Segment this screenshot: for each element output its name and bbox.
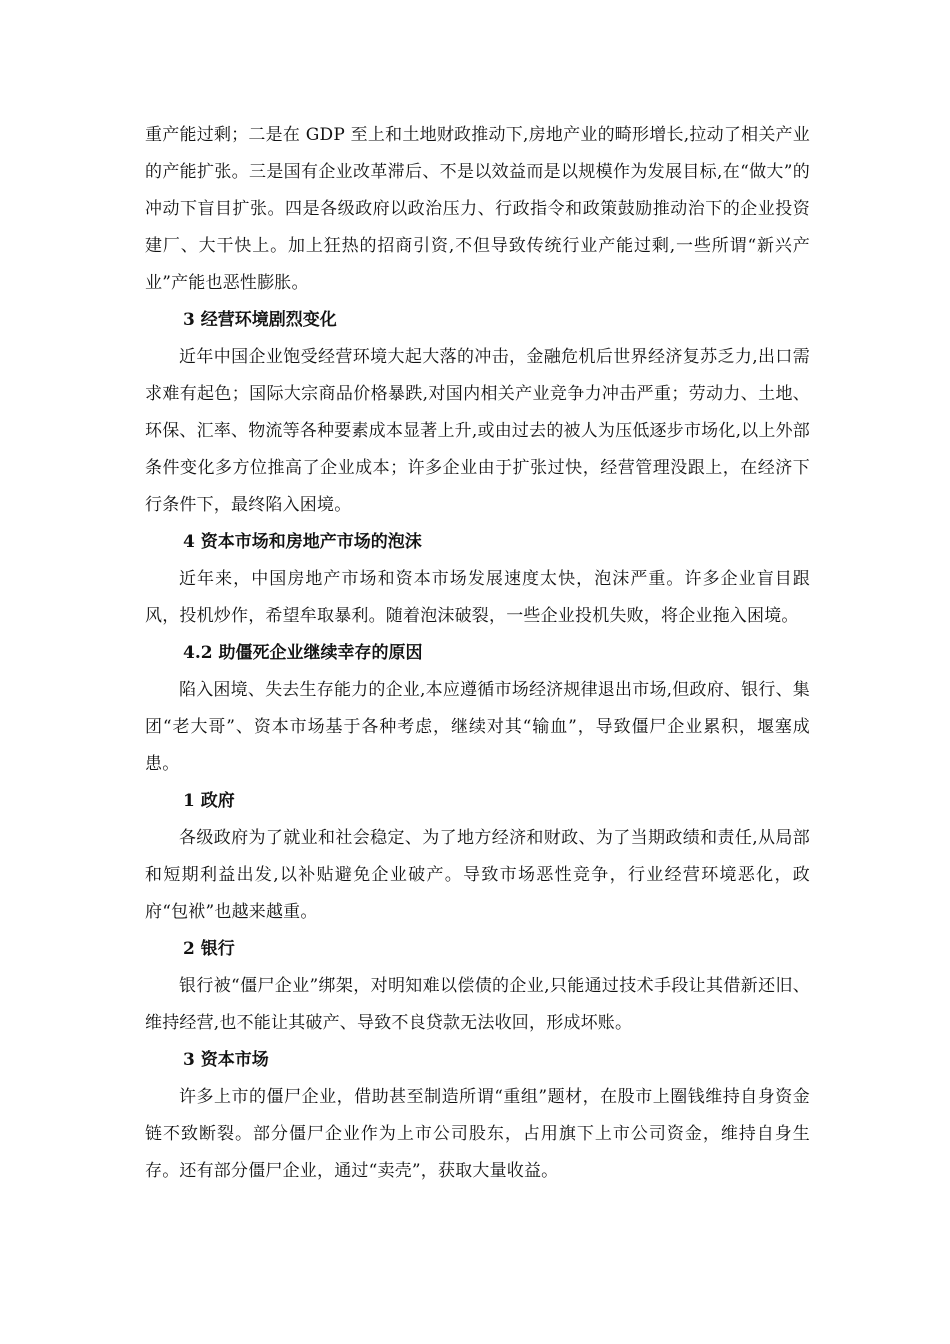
- paragraph-capital-market: 许多上市的僵尸企业，借助甚至制造所谓“重组”题材，在股市上圈钱维持自身资金链不致断裂。部分僵尸企业作为上市公司股东，占用旗下上市公司资金，维持自身生存。还有部分僵尸企业，通过“卖壳”，获取大量收益。: [145, 1087, 810, 1181]
- paragraph-market-bubble: 近年来，中国房地产市场和资本市场发展速度太快，泡沫严重。许多企业盲目跟风，投机炒作，希望牟取暴利。随着泡沫破裂，一些企业投机失败，将企业拖入困境。: [145, 569, 810, 626]
- section-heading-business-environment: 3 经营环境剧烈变化: [183, 310, 337, 330]
- document-page: [145, 117, 810, 1190]
- section-heading-capital-market: 3 资本市场: [183, 1050, 269, 1070]
- paragraph-survival-reasons: 陷入困境、失去生存能力的企业,本应遵循市场经济规律退出市场,但政府、银行、集团“老大哥”、资本市场基于各种考虑，继续对其“输血”，导致僵尸企业累积，堰塞成患。: [145, 680, 810, 774]
- section-heading-survival-reasons: 4.2 助僵死企业继续幸存的原因: [183, 643, 423, 663]
- section-heading-market-bubble: 4 资本市场和房地产市场的泡沫: [183, 532, 422, 552]
- section-heading-government: 1 政府: [183, 791, 235, 811]
- section-heading-banks: 2 银行: [183, 939, 235, 959]
- paragraph-continued: 重产能过剩；二是在 GDP 至上和土地财政推动下,房地产业的畸形增长,拉动了相关产业的产能扩张。三是国有企业改革滞后、不是以效益而是以规模作为发展目标,在“做大”的冲动下盲目扩张。四是各级政府以政治压力、行政指令和政策鼓励推动治下的企业投资建厂、大干快上。加上狂热的招商引资,不但导致传统行业产能过剩,一些所谓“新兴产业”产能也恶性膨胀。: [145, 125, 810, 293]
- paragraph-banks: 银行被“僵尸企业”绑架，对明知难以偿债的企业,只能通过技术手段让其借新还旧、维持经营,也不能让其破产、导致不良贷款无法收回，形成坏账。: [145, 976, 810, 1033]
- paragraph-business-environment: 近年中国企业饱受经营环境大起大落的冲击，金融危机后世界经济复苏乏力,出口需求难有起色；国际大宗商品价格暴跌,对国内相关产业竞争力冲击严重；劳动力、土地、环保、汇率、物流等各种要素成本显著上升,或由过去的被人为压低逐步市场化,以上外部条件变化多方位推高了企业成本；许多企业由于扩张过快，经营管理没跟上，在经济下行条件下，最终陷入困境。: [145, 347, 810, 515]
- paragraph-government: 各级政府为了就业和社会稳定、为了地方经济和财政、为了当期政绩和责任,从局部和短期利益出发,以补贴避免企业破产。导致市场恶性竞争，行业经营环境恶化，政府“包袱”也越来越重。: [145, 828, 810, 922]
